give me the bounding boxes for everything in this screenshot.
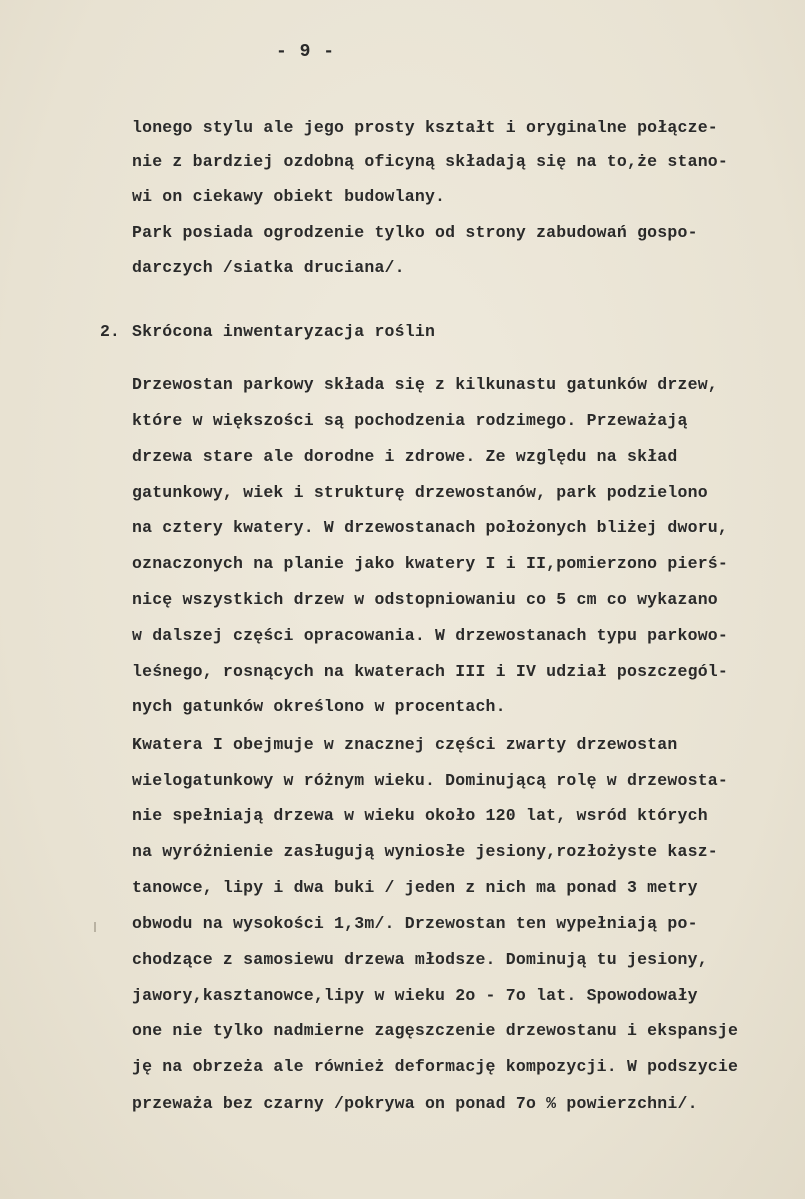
text-line: one nie tylko nadmierne zagęszczenie drzewostanu i ekspansje [132,1021,739,1040]
section-heading: Skrócona inwentaryzacja roślin [132,322,436,341]
text-line: nie z bardziej ozdobną oficyną składają się na to,że stano- [132,152,728,171]
text-line: nie spełniają drzewa w wieku około 120 lat, wsród których [132,806,708,825]
text-line: wi on ciekawy obiekt budowlany. [132,187,446,206]
text-line: darczych /siatka druciana/. [132,258,405,277]
text-line: leśnego, rosnących na kwaterach III i IV udział poszczegól- [132,662,728,681]
text-line: które w większości są pochodzenia rodzimego. Przeważają [132,411,688,430]
margin-mark [94,922,96,932]
text-line: lonego stylu ale jego prosty kształt i oryginalne połącze- [132,118,718,137]
text-line: na cztery kwatery. W drzewostanach położonych bliżej dworu, [132,518,728,537]
text-line: Kwatera I obejmuje w znacznej części zwarty drzewostan [132,735,678,754]
text-line: chodzące z samosiewu drzewa młodsze. Dominują tu jesiony, [132,950,708,969]
text-line: na wyróżnienie zasługują wyniosłe jesiony,rozłożyste kasz- [132,842,718,861]
text-line: przeważa bez czarny /pokrywa on ponad 7o % powierzchni/. [132,1094,698,1113]
text-line: nych gatunków określono w procentach. [132,697,506,716]
text-line: ję na obrzeża ale również deformację kompozycji. W podszycie [132,1057,739,1076]
section-number: 2. [100,322,120,341]
page-number: - 9 - [276,42,336,62]
text-line: tanowce, lipy i dwa buki / jeden z nich ma ponad 3 metry [132,878,698,897]
text-line: Park posiada ogrodzenie tylko od strony zabudowań gospo- [132,223,698,242]
text-line: wielogatunkowy w różnym wieku. Dominującą rolę w drzewosta- [132,771,728,790]
text-line: jawory,kasztanowce,lipy w wieku 2o - 7o lat. Spowodowały [132,986,698,1005]
text-line: oznaczonych na planie jako kwatery I i II,pomierzono pierś- [132,554,728,573]
text-line: drzewa stare ale dorodne i zdrowe. Ze względu na skład [132,447,678,466]
text-line: nicę wszystkich drzew w odstopniowaniu co 5 cm co wykazano [132,590,718,609]
text-line: obwodu na wysokości 1,3m/. Drzewostan ten wypełniają po- [132,914,698,933]
text-line: gatunkowy, wiek i strukturę drzewostanów, park podzielono [132,483,708,502]
text-line: w dalszej części opracowania. W drzewostanach typu parkowo- [132,626,728,645]
text-line: Drzewostan parkowy składa się z kilkunastu gatunków drzew, [132,375,718,394]
